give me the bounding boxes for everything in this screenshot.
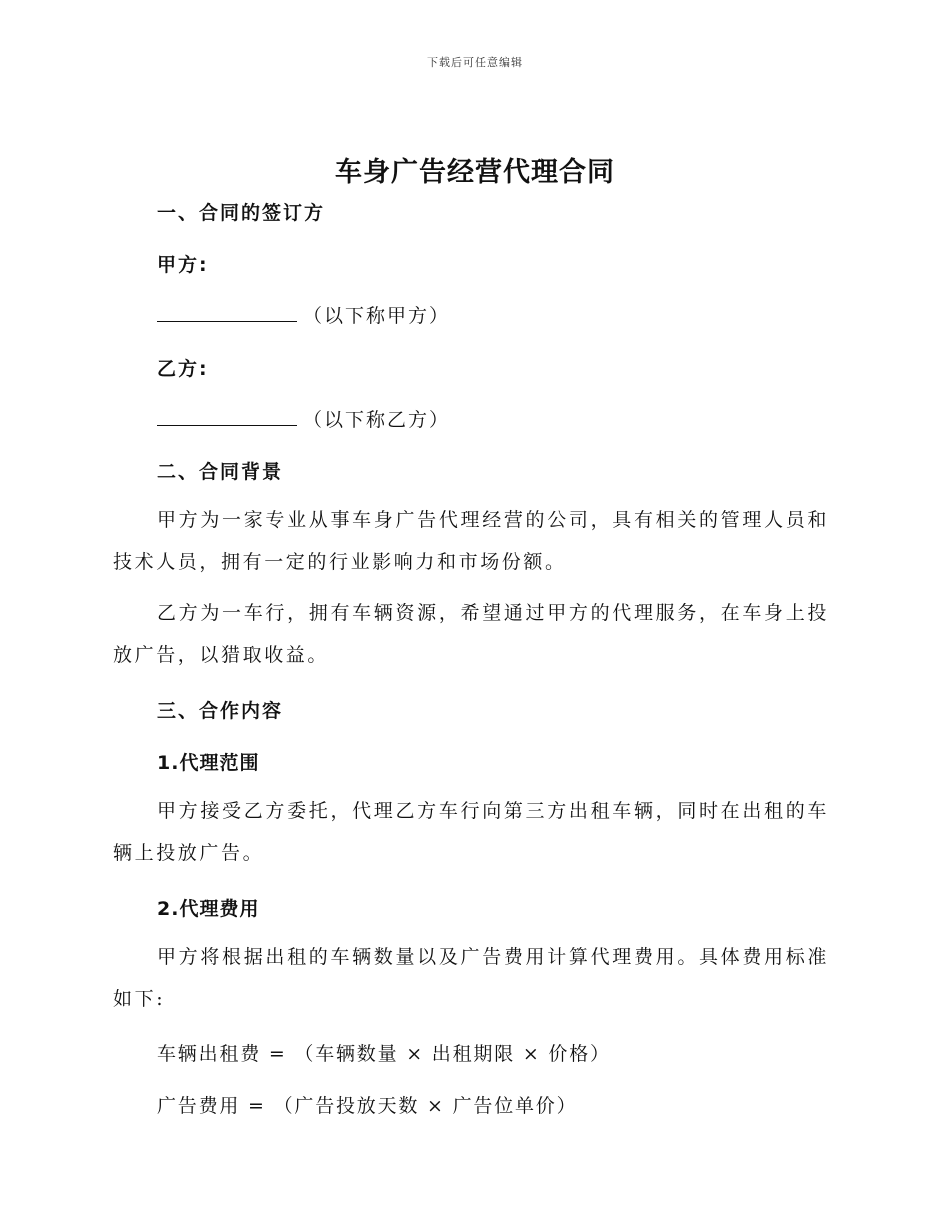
party-b-blank xyxy=(157,409,297,426)
section-2-paragraph-1: 甲方为一家专业从事车身广告代理经营的公司，具有相关的管理人员和技术人员，拥有一定的行业影响力和市场份额。 xyxy=(113,509,829,573)
subsection-1-heading: 1.代理范围 xyxy=(157,752,260,774)
party-a-line xyxy=(157,301,450,328)
subsection-1-paragraph: 甲方接受乙方委托，代理乙方车行向第三方出租车辆，同时在出租的车辆上投放广告。 xyxy=(113,800,829,864)
header-note: 下载后可任意编辑 xyxy=(427,56,523,69)
section-2-paragraph-2: 乙方为一车行，拥有车辆资源，希望通过甲方的代理服务，在车身上投放广告，以猎取收益。 xyxy=(113,602,829,666)
section-2-heading: 二、合同背景 xyxy=(157,461,284,483)
party-b-suffix: （以下称乙方） xyxy=(303,409,451,431)
party-a-label: 甲方: xyxy=(157,254,209,276)
party-a-suffix: （以下称甲方） xyxy=(303,305,451,327)
party-b-line xyxy=(157,405,450,432)
party-b-label: 乙方: xyxy=(157,358,209,380)
section-1-heading: 一、合同的签订方 xyxy=(157,202,326,224)
formula-ad-fee: 广告费用 = （广告投放天数 × 广告位单价） xyxy=(157,1095,578,1117)
document-title: 车身广告经营代理合同 xyxy=(335,157,615,188)
section-3-heading: 三、合作内容 xyxy=(157,700,284,722)
subsection-2-heading: 2.代理费用 xyxy=(157,898,260,920)
subsection-2-paragraph: 甲方将根据出租的车辆数量以及广告费用计算代理费用。具体费用标准如下: xyxy=(113,946,829,1010)
formula-vehicle-rental: 车辆出租费 = （车辆数量 × 出租期限 × 价格） xyxy=(157,1043,611,1065)
party-a-blank xyxy=(157,305,297,322)
